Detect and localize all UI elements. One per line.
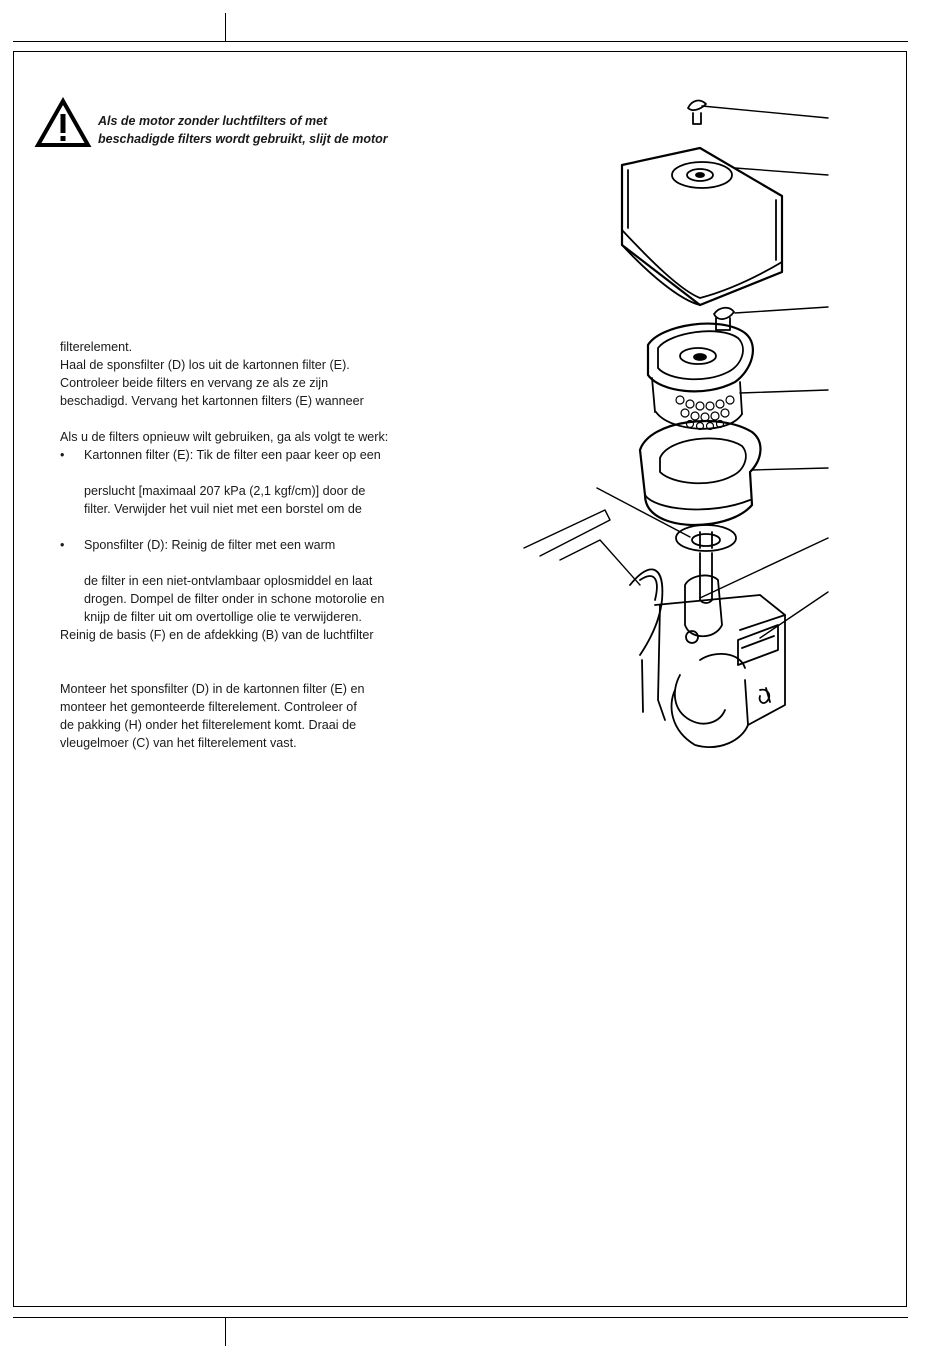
text-line: Haal de sponsfilter (D) los uit de kartonnen filter (E). bbox=[60, 358, 350, 372]
text-line: de pakking (H) onder het filterelement komt. Draai de bbox=[60, 718, 357, 732]
text-line: filterelement. bbox=[60, 340, 133, 354]
text-line: Reinig de basis (F) en de afdekking (B) van de luchtfilter bbox=[60, 628, 374, 642]
text-line: perslucht [maximaal 207 kPa (2,1 kgf/cm)] door de bbox=[84, 484, 366, 498]
header-rule bbox=[13, 41, 908, 42]
filter-element bbox=[648, 324, 753, 430]
paragraph-reassembly bbox=[60, 680, 500, 752]
text-line: knijp de filter uit om overtollige olie te verwijderen. bbox=[84, 610, 362, 624]
warning-triangle-icon bbox=[34, 97, 92, 149]
bullet-item-foam-filter bbox=[60, 536, 500, 554]
warning-line: Als de motor zonder luchtfilters of met bbox=[98, 114, 328, 128]
bullet-text: Kartonnen filter (E): Tik de filter een paar keer op een bbox=[84, 448, 381, 462]
text-line: drogen. Dompel de filter onder in schone motorolie en bbox=[84, 592, 385, 606]
paragraph-filter-reuse bbox=[60, 428, 500, 644]
pleat-pattern bbox=[676, 396, 734, 430]
text-line: Als u de filters opnieuw wilt gebruiken, ga als volgt te werk: bbox=[60, 430, 389, 444]
footer-rule bbox=[13, 1317, 908, 1318]
warning-text bbox=[98, 112, 518, 148]
paragraph-filter-check bbox=[60, 338, 500, 410]
bullet-marker: • bbox=[60, 448, 65, 462]
wing-nut-top bbox=[688, 101, 706, 124]
text-line: de filter in een niet-ontvlambaar oplosmiddel en laat bbox=[84, 574, 373, 588]
filter-cover bbox=[622, 148, 782, 305]
bullet-text: Sponsfilter (D): Reinig de filter met een warm bbox=[84, 538, 336, 552]
filter-base bbox=[524, 510, 785, 747]
text-line: Monteer het sponsfilter (D) in de kartonnen filter (E) en bbox=[60, 682, 365, 696]
text-line: beschadigd. Vervang het kartonnen filters (E) wanneer bbox=[60, 394, 364, 408]
footer-divider bbox=[225, 1318, 226, 1346]
foam-filter bbox=[640, 421, 760, 525]
text-line: Controleer beide filters en vervang ze als ze zijn bbox=[60, 376, 329, 390]
bullet-item-paper-filter bbox=[60, 446, 500, 464]
air-filter-exploded-view-drawing bbox=[520, 92, 840, 762]
bullet-marker: • bbox=[60, 538, 65, 552]
text-line: vleugelmoer (C) van het filterelement vast. bbox=[60, 736, 297, 750]
blank-line bbox=[60, 554, 500, 572]
blank-line bbox=[60, 518, 500, 536]
header-divider bbox=[225, 13, 226, 42]
gasket bbox=[676, 525, 736, 551]
text-line: monteer het gemonteerde filterelement. Controleer of bbox=[60, 700, 357, 714]
warning-line: beschadigde filters wordt gebruikt, slijt de motor bbox=[98, 132, 388, 146]
blank-line bbox=[60, 464, 500, 482]
text-line: filter. Verwijder het vuil niet met een borstel om de bbox=[84, 502, 362, 516]
